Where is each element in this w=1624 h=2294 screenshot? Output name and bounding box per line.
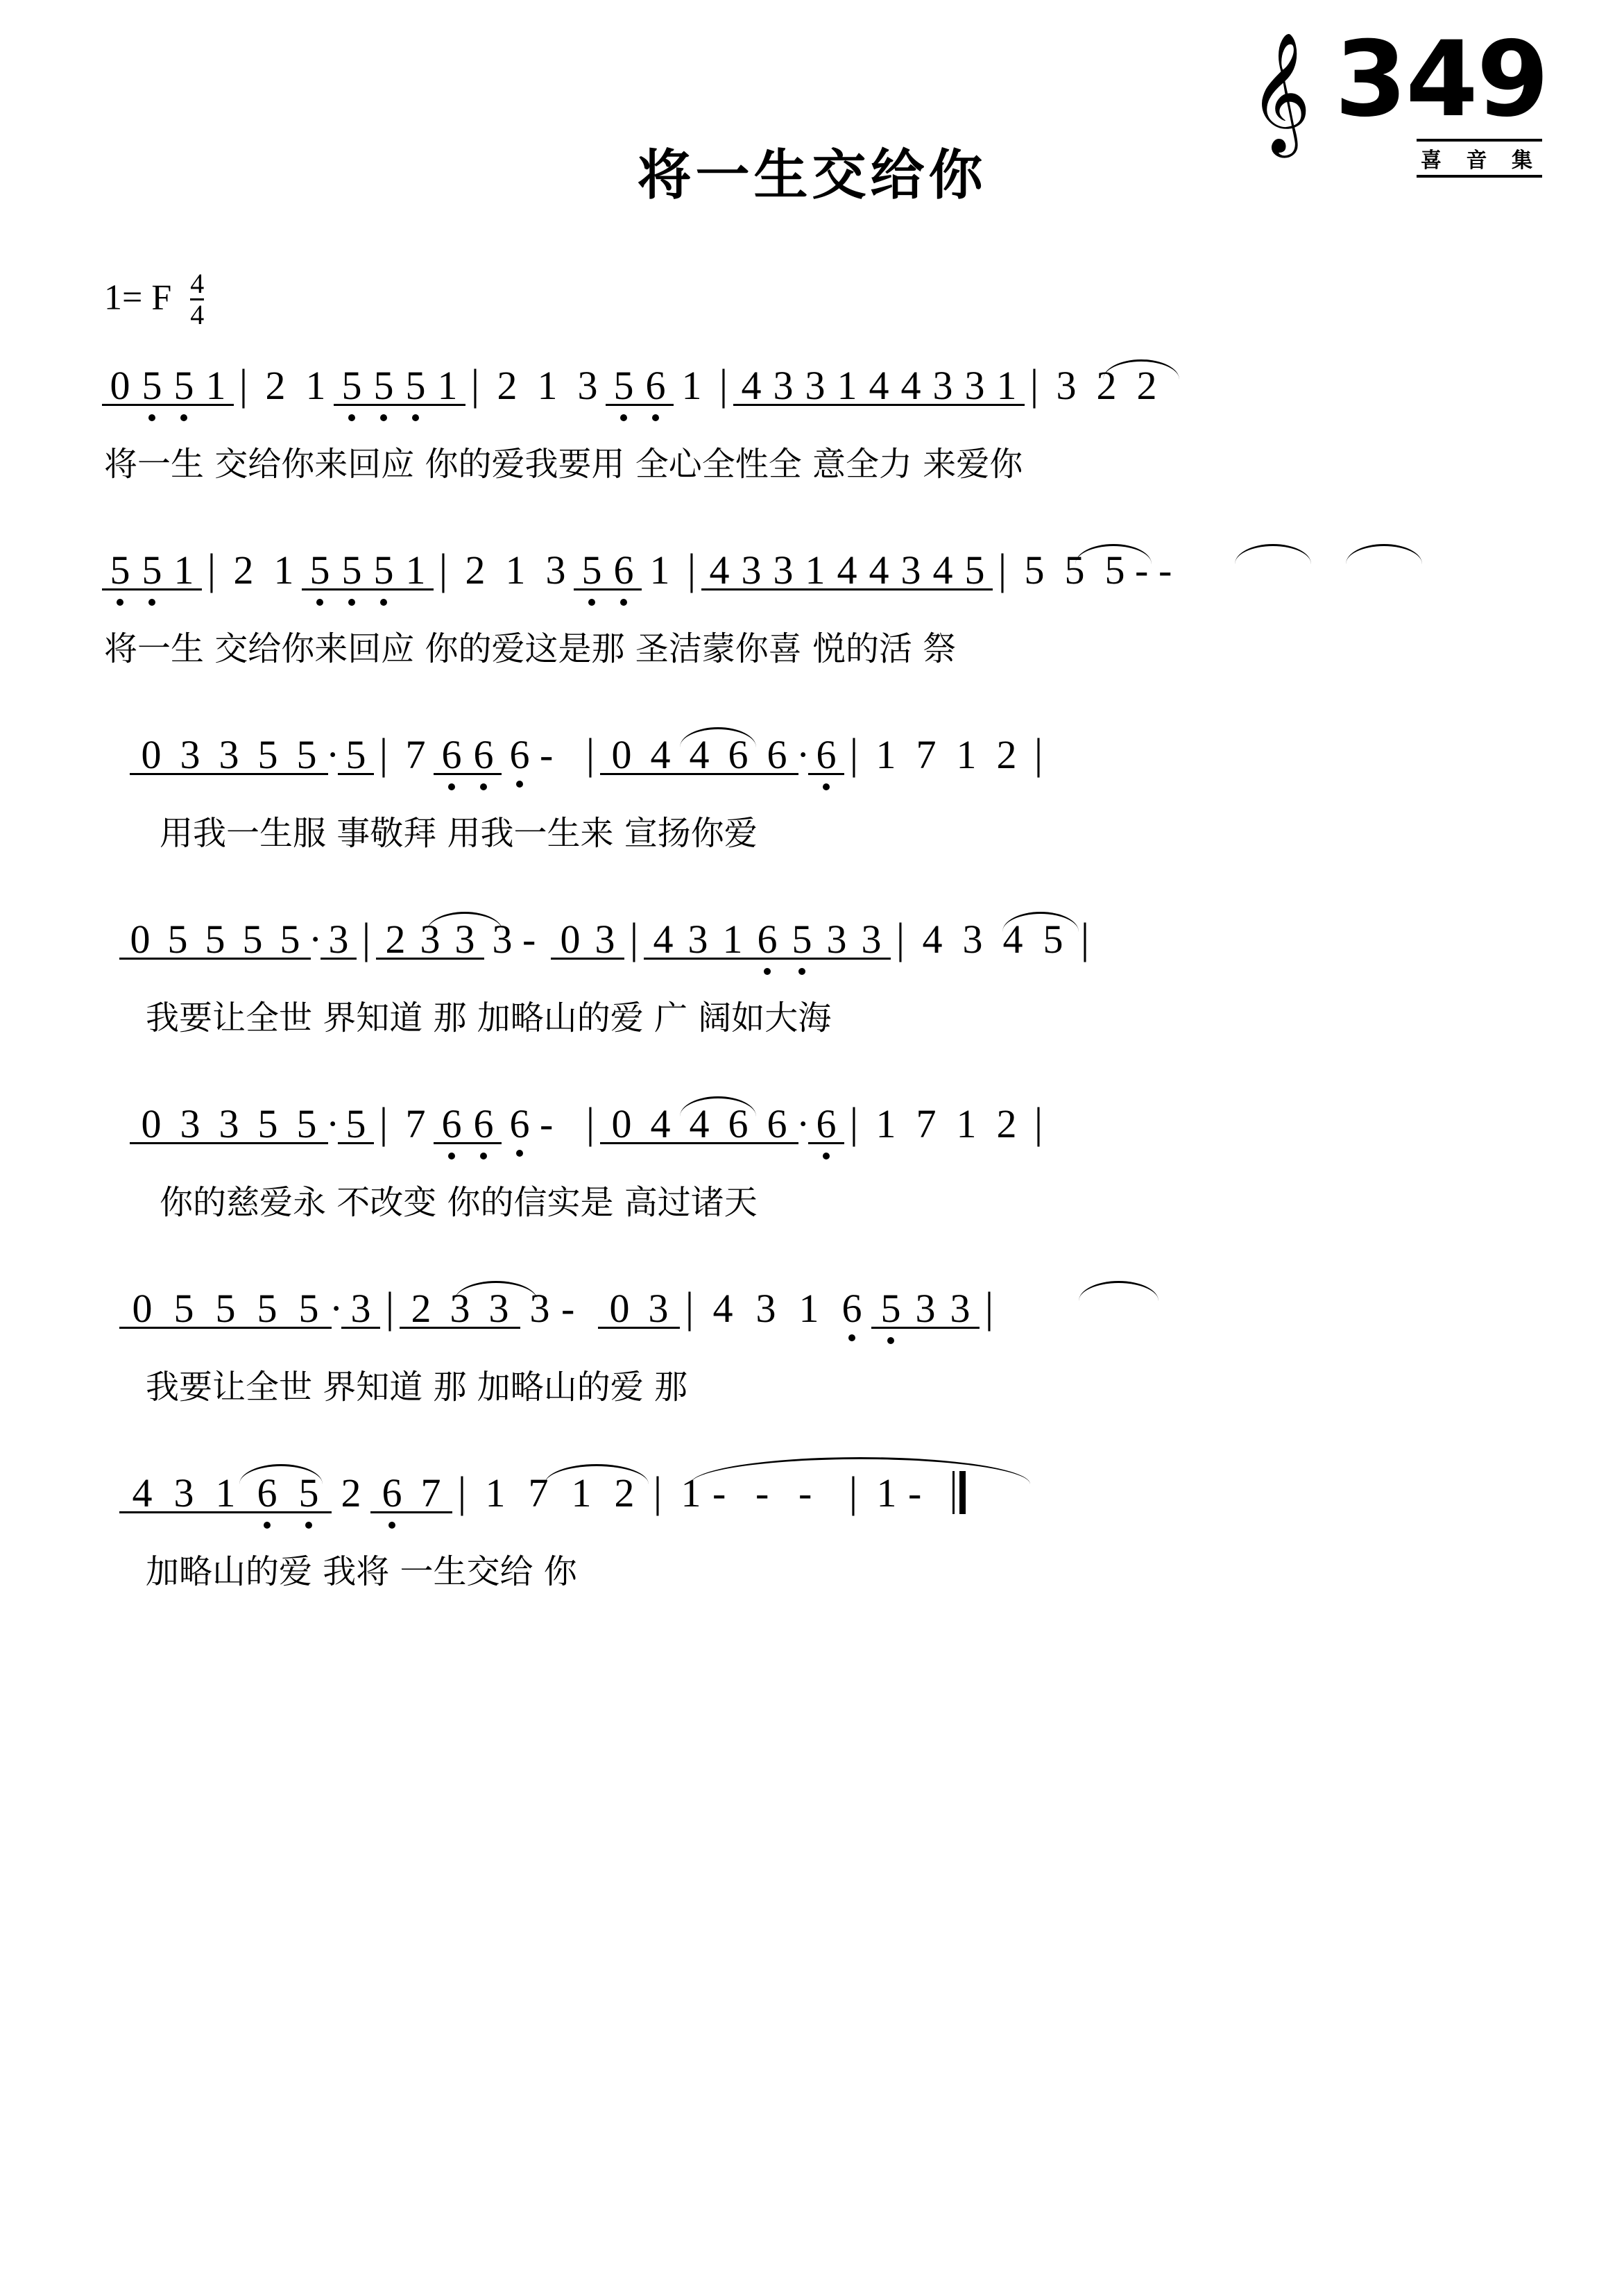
- barline: |: [984, 1284, 994, 1332]
- note: 5: [104, 546, 136, 595]
- note: 3: [413, 915, 447, 964]
- note: 5: [340, 1100, 372, 1148]
- note: 0: [121, 1284, 163, 1333]
- notation-row: [121, 915, 1541, 998]
- note: 2: [265, 363, 286, 408]
- note: 6: [758, 1100, 796, 1148]
- note: 1: [431, 362, 463, 410]
- note: 6: [499, 731, 540, 779]
- note: 2: [497, 363, 518, 408]
- slur: [1346, 544, 1422, 564]
- note-extension: -: [1135, 547, 1149, 593]
- note: 5: [1104, 547, 1125, 593]
- note: 3: [962, 917, 983, 962]
- barline: |: [687, 546, 696, 593]
- note: 1: [681, 1470, 701, 1515]
- note: 0: [602, 731, 641, 779]
- note: 2: [341, 1470, 361, 1515]
- time-signature-numerator: 4: [190, 268, 205, 299]
- note: 1: [956, 1101, 977, 1146]
- note: 3: [577, 363, 598, 408]
- note: 2: [378, 915, 413, 964]
- note: 6: [468, 1100, 499, 1148]
- note: 5: [287, 731, 326, 779]
- note: 5: [959, 546, 991, 595]
- score-system: [0, 730, 1624, 915]
- note-extension: -: [908, 1470, 922, 1515]
- note: 3: [163, 1469, 205, 1518]
- note: 3: [447, 915, 482, 964]
- note: 1: [537, 363, 558, 408]
- note: 7: [405, 1101, 426, 1146]
- note: 7: [411, 1469, 450, 1518]
- note: 7: [405, 732, 426, 777]
- note: 3: [819, 915, 854, 964]
- note: 1: [799, 546, 831, 595]
- note: 5: [608, 362, 640, 410]
- barline: |: [1080, 915, 1090, 962]
- barline: |: [896, 915, 905, 962]
- note: 6: [810, 1100, 842, 1148]
- barline: |: [629, 915, 639, 962]
- note: 6: [246, 1469, 288, 1518]
- notation-row: [104, 545, 1541, 629]
- note: 5: [248, 731, 287, 779]
- barline: |: [848, 1469, 858, 1516]
- note: 1: [205, 1469, 246, 1518]
- note: 6: [750, 915, 785, 964]
- note: 3: [767, 362, 799, 410]
- note: 5: [196, 915, 234, 964]
- note: 2: [996, 1101, 1017, 1146]
- note: 5: [368, 362, 400, 410]
- note: 3: [799, 362, 831, 410]
- note: 5: [287, 1100, 326, 1148]
- note: 5: [1024, 547, 1045, 593]
- note: 4: [831, 546, 863, 595]
- barline: |: [1034, 731, 1043, 778]
- note: 5: [288, 1284, 330, 1333]
- note: 1: [875, 732, 896, 777]
- note: 1: [681, 363, 702, 408]
- note: 5: [288, 1469, 330, 1518]
- augmentation-dot: ·: [330, 1286, 343, 1331]
- note: 1: [400, 546, 431, 595]
- barline: |: [1029, 362, 1039, 409]
- note: 2: [1136, 363, 1157, 408]
- barline: |: [470, 362, 480, 409]
- note: 3: [323, 915, 354, 964]
- note: 3: [943, 1284, 977, 1333]
- barline: |: [438, 546, 448, 593]
- page-title: 将一生交给你: [637, 145, 987, 205]
- barline: |: [998, 546, 1007, 593]
- score-system: [0, 1099, 1624, 1284]
- note: 6: [719, 731, 758, 779]
- logo: [1249, 19, 1548, 187]
- note: 6: [719, 1100, 758, 1148]
- barline: |: [586, 731, 595, 778]
- augmentation-dot: ·: [326, 732, 340, 777]
- note: 5: [271, 915, 309, 964]
- note: 4: [703, 546, 735, 595]
- key-signature-label: 1= F: [104, 278, 172, 318]
- note: 5: [304, 546, 336, 595]
- note: 1: [485, 1470, 506, 1515]
- key-signature: [104, 268, 205, 331]
- note: 7: [916, 1101, 937, 1146]
- barline: |: [385, 1284, 395, 1332]
- note: 6: [608, 546, 640, 595]
- note: 4: [927, 546, 959, 595]
- note: 6: [830, 1284, 873, 1333]
- note: 4: [680, 731, 719, 779]
- note: 5: [873, 1284, 908, 1333]
- barline: |: [586, 1100, 595, 1147]
- note: 2: [614, 1470, 635, 1515]
- barline: |: [719, 362, 728, 409]
- note: 3: [1056, 363, 1077, 408]
- note: 0: [132, 731, 171, 779]
- note: 1: [571, 1470, 592, 1515]
- barline: |: [1034, 1100, 1043, 1147]
- note: 4: [922, 917, 943, 962]
- note: 0: [104, 362, 136, 410]
- score-system: [0, 545, 1624, 730]
- note: 5: [246, 1284, 288, 1333]
- note: 3: [171, 1100, 210, 1148]
- note: 7: [528, 1470, 549, 1515]
- note: 1: [875, 1101, 896, 1146]
- logo-subtitle: 喜 音 集: [1417, 139, 1542, 178]
- note: 3: [854, 915, 889, 964]
- logo-number: 349: [1334, 19, 1548, 140]
- note: 3: [927, 362, 959, 410]
- slur: [1079, 1281, 1159, 1301]
- note: 3: [639, 1284, 678, 1333]
- note: 5: [205, 1284, 246, 1333]
- note: 4: [641, 1100, 680, 1148]
- note: 5: [785, 915, 819, 964]
- note: 5: [163, 1284, 205, 1333]
- note: 1: [831, 362, 863, 410]
- note-extension: -: [522, 917, 536, 962]
- note: 3: [755, 1286, 776, 1331]
- note: 5: [1043, 917, 1063, 962]
- note: 4: [641, 731, 680, 779]
- note: 1: [649, 547, 670, 593]
- note: 4: [680, 1100, 719, 1148]
- note: 1: [956, 732, 977, 777]
- note: 2: [996, 732, 1017, 777]
- note: 3: [210, 731, 248, 779]
- note: 3: [959, 362, 991, 410]
- barline: |: [849, 1100, 859, 1147]
- note: 1: [876, 1470, 897, 1515]
- note: 7: [916, 732, 937, 777]
- note: 4: [735, 362, 767, 410]
- score-system: [0, 915, 1624, 1099]
- note: 3: [767, 546, 799, 595]
- note: 5: [136, 546, 168, 595]
- barline: |: [685, 1284, 694, 1332]
- note: 1: [305, 363, 326, 408]
- slur: [1235, 544, 1311, 564]
- note: 5: [336, 362, 368, 410]
- note: 3: [441, 1284, 479, 1333]
- note-extension: -: [540, 1101, 554, 1146]
- augmentation-dot: ·: [326, 1101, 340, 1146]
- note: 5: [336, 546, 368, 595]
- barline: |: [207, 546, 216, 593]
- note: 3: [171, 731, 210, 779]
- note: 0: [121, 915, 159, 964]
- note: 0: [600, 1284, 639, 1333]
- note: 0: [602, 1100, 641, 1148]
- note: 3: [895, 546, 927, 595]
- score-system: [0, 361, 1624, 545]
- note: 1: [168, 546, 200, 595]
- notation-row: [121, 1284, 1541, 1367]
- note: 0: [553, 915, 588, 964]
- augmentation-dot: ·: [309, 917, 323, 962]
- lyrics-row: 将一生 交给你来回应 你的爱这是那 圣洁蒙你喜 悦的活 祭: [104, 629, 957, 668]
- note: 4: [121, 1469, 163, 1518]
- augmentation-dot: ·: [796, 732, 810, 777]
- note: 0: [132, 1100, 171, 1148]
- note-extension: -: [798, 1470, 812, 1515]
- barline: |: [239, 362, 248, 409]
- note: 2: [465, 547, 486, 593]
- barline: |: [379, 731, 388, 778]
- note: 1: [798, 1286, 819, 1331]
- lyrics-row: 将一生 交给你来回应 你的爱我要用 全心全性全 意全力 来爱你: [104, 445, 1023, 484]
- note: 6: [810, 731, 842, 779]
- note: 1: [991, 362, 1023, 410]
- note: 5: [368, 546, 400, 595]
- note: 3: [908, 1284, 943, 1333]
- note: 5: [159, 915, 196, 964]
- note-extension: -: [755, 1470, 769, 1515]
- note-extension: -: [561, 1286, 575, 1331]
- lyrics-row: 加略山的爱 我将 一生交给 你: [146, 1552, 577, 1591]
- barline: |: [361, 915, 371, 962]
- notation-row: [132, 1099, 1541, 1182]
- note-extension: -: [540, 732, 554, 777]
- barline: |: [849, 731, 859, 778]
- score-system: [0, 1284, 1624, 1468]
- note: 6: [499, 1100, 540, 1148]
- barline: |: [379, 1100, 388, 1147]
- note: 5: [400, 362, 431, 410]
- note: 3: [210, 1100, 248, 1148]
- note: 3: [735, 546, 767, 595]
- lyrics-row: 我要让全世 界知道 那 加略山的爱 广 阔如大海: [146, 999, 832, 1037]
- note: 4: [712, 1286, 733, 1331]
- note: 3: [343, 1284, 378, 1333]
- lyrics-row: 我要让全世 界知道 那 加略山的爱 那: [146, 1368, 688, 1407]
- note-extension: -: [1159, 547, 1172, 593]
- note: 6: [436, 1100, 468, 1148]
- note: 5: [576, 546, 608, 595]
- note: 2: [233, 547, 254, 593]
- note: 3: [681, 915, 715, 964]
- note: 3: [588, 915, 622, 964]
- time-signature-denominator: 4: [190, 299, 205, 330]
- treble-clef-icon: 𝄞: [1249, 32, 1311, 153]
- note: 4: [895, 362, 927, 410]
- score: [0, 361, 1624, 1653]
- note: 5: [136, 362, 168, 410]
- note: 4: [646, 915, 681, 964]
- note: 3: [492, 917, 513, 962]
- note: 1: [715, 915, 750, 964]
- note: 5: [1064, 547, 1085, 593]
- note: 1: [273, 547, 294, 593]
- note: 2: [402, 1284, 441, 1333]
- note: 6: [436, 731, 468, 779]
- note: 4: [863, 546, 895, 595]
- note: 5: [168, 362, 200, 410]
- note: 6: [468, 731, 499, 779]
- note-extension: -: [712, 1470, 726, 1515]
- lyrics-row: 你的慈爱永 不改变 你的信实是 高过诸天: [160, 1183, 758, 1222]
- barline: |: [457, 1469, 467, 1516]
- note: 3: [545, 547, 566, 593]
- note: 6: [373, 1469, 411, 1518]
- note: 5: [234, 915, 271, 964]
- note: 5: [340, 731, 372, 779]
- note: 5: [248, 1100, 287, 1148]
- notation-row: [121, 1468, 1541, 1552]
- time-signature: [190, 269, 204, 330]
- note: 3: [529, 1286, 550, 1331]
- note: 3: [479, 1284, 518, 1333]
- note: 4: [863, 362, 895, 410]
- notation-row: [132, 730, 1541, 813]
- score-system: [0, 1468, 1624, 1653]
- note: 1: [505, 547, 526, 593]
- note: 1: [200, 362, 232, 410]
- note: 6: [640, 362, 672, 410]
- note: 6: [758, 731, 796, 779]
- note: 2: [1096, 363, 1117, 408]
- note: 4: [1002, 917, 1023, 962]
- augmentation-dot: ·: [796, 1101, 810, 1146]
- lyrics-row: 用我一生服 事敬拜 用我一生来 宣扬你爱: [160, 814, 758, 853]
- barline: |: [653, 1469, 663, 1516]
- notation-row: [104, 361, 1541, 444]
